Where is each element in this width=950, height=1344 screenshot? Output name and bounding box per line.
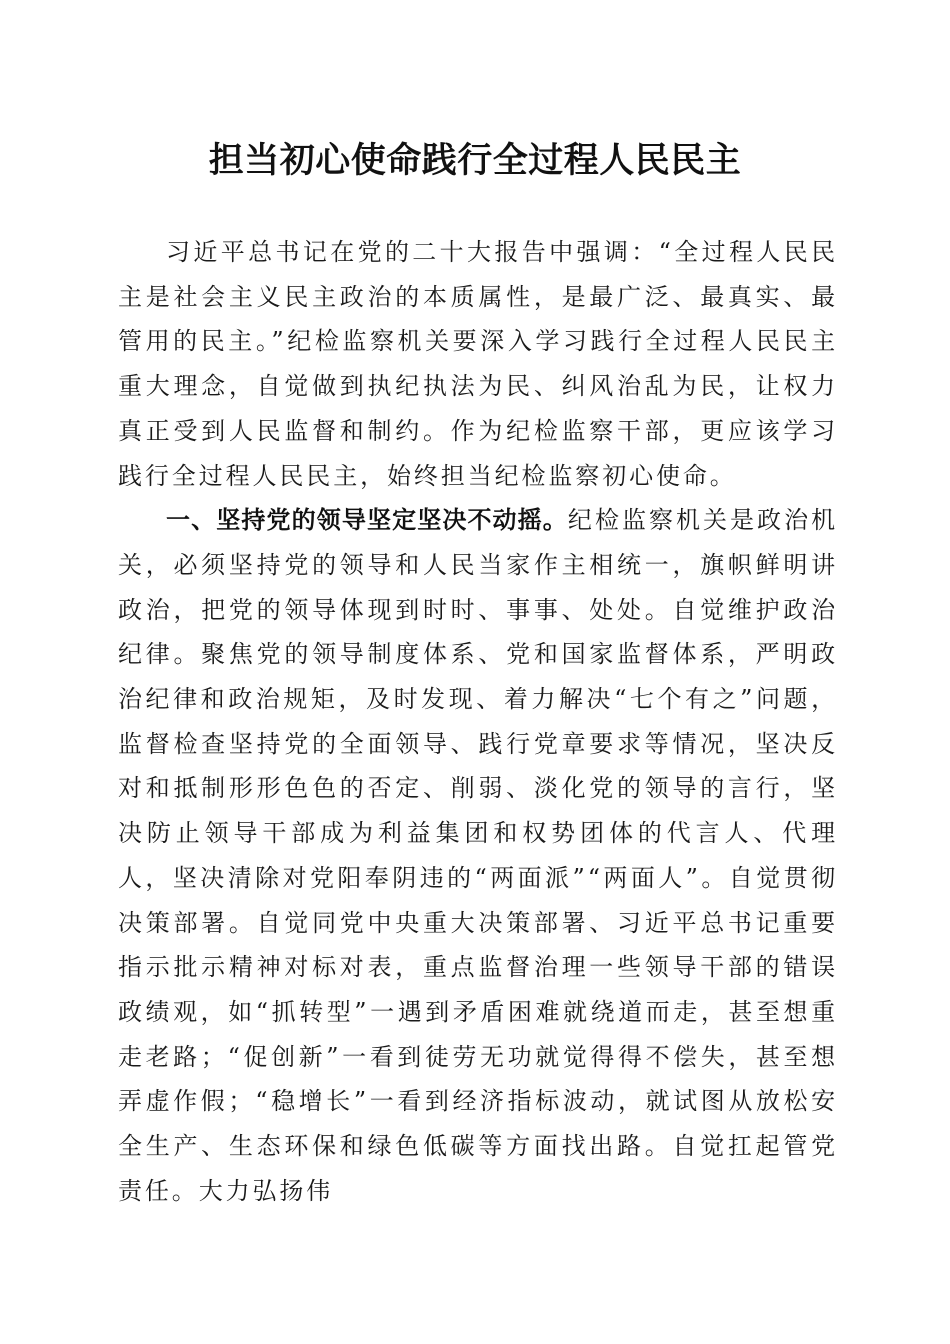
section-1-heading: 一、坚持党的领导坚定坚决不动摇。 [166,506,568,535]
document-body [118,230,838,1213]
paragraph-section-1 [118,498,838,1213]
document-title: 担当初心使命践行全过程人民民主 [208,140,742,181]
paragraph-section-1-text: 纪检监察机关是政治机关，必须坚持党的领导和人民当家作主相统一，旗帜鲜明讲政治，把党的领导体现到时时、事事、处处。自觉维护政治纪律。聚焦党的领导制度体系、党和国家监督体系，严明政治纪律和政治规矩，及时发现、着力解决“七个有之”问题，监督检查坚持党的全面领导、践行党章要求等情况，坚决反对和抵制形形色色的否定、削弱、淡化党的领导的言行，坚决防止领导干部成为利益集团和权势团体的代言人、代理人，坚决清除对党阳奉阴违的“两面派”“两面人”。自觉贯彻决策部署。自觉同党中央重大决策部署、习近平总书记重要指示批示精神对标对表，重点监督治理一些领导干部的错误政绩观，如“抓转型”一遇到矛盾困难就绕道而走，甚至想重走老路；“促创新”一看到徒劳无功就觉得得不偿失，甚至想弄虚作假；“稳增长”一看到经济指标波动，就试图从放松安全生产、生态环保和绿色低碳等方面找出路。自觉扛起管党责任。大力弘扬伟 [118,506,839,1205]
paragraph-intro [118,230,838,498]
paragraph-intro-text: 习近平总书记在党的二十大报告中强调：“全过程人民民主是社会主义民主政治的本质属性，是最广泛、最真实、最管用的民主。”纪检监察机关要深入学习践行全过程人民民主重大理念，自觉做到执纪执法为民、纠风治乱为民，让权力真正受到人民监督和制约。作为纪检监察干部，更应该学习践行全过程人民民主，始终担当纪检监察初心使命。 [118,238,838,490]
